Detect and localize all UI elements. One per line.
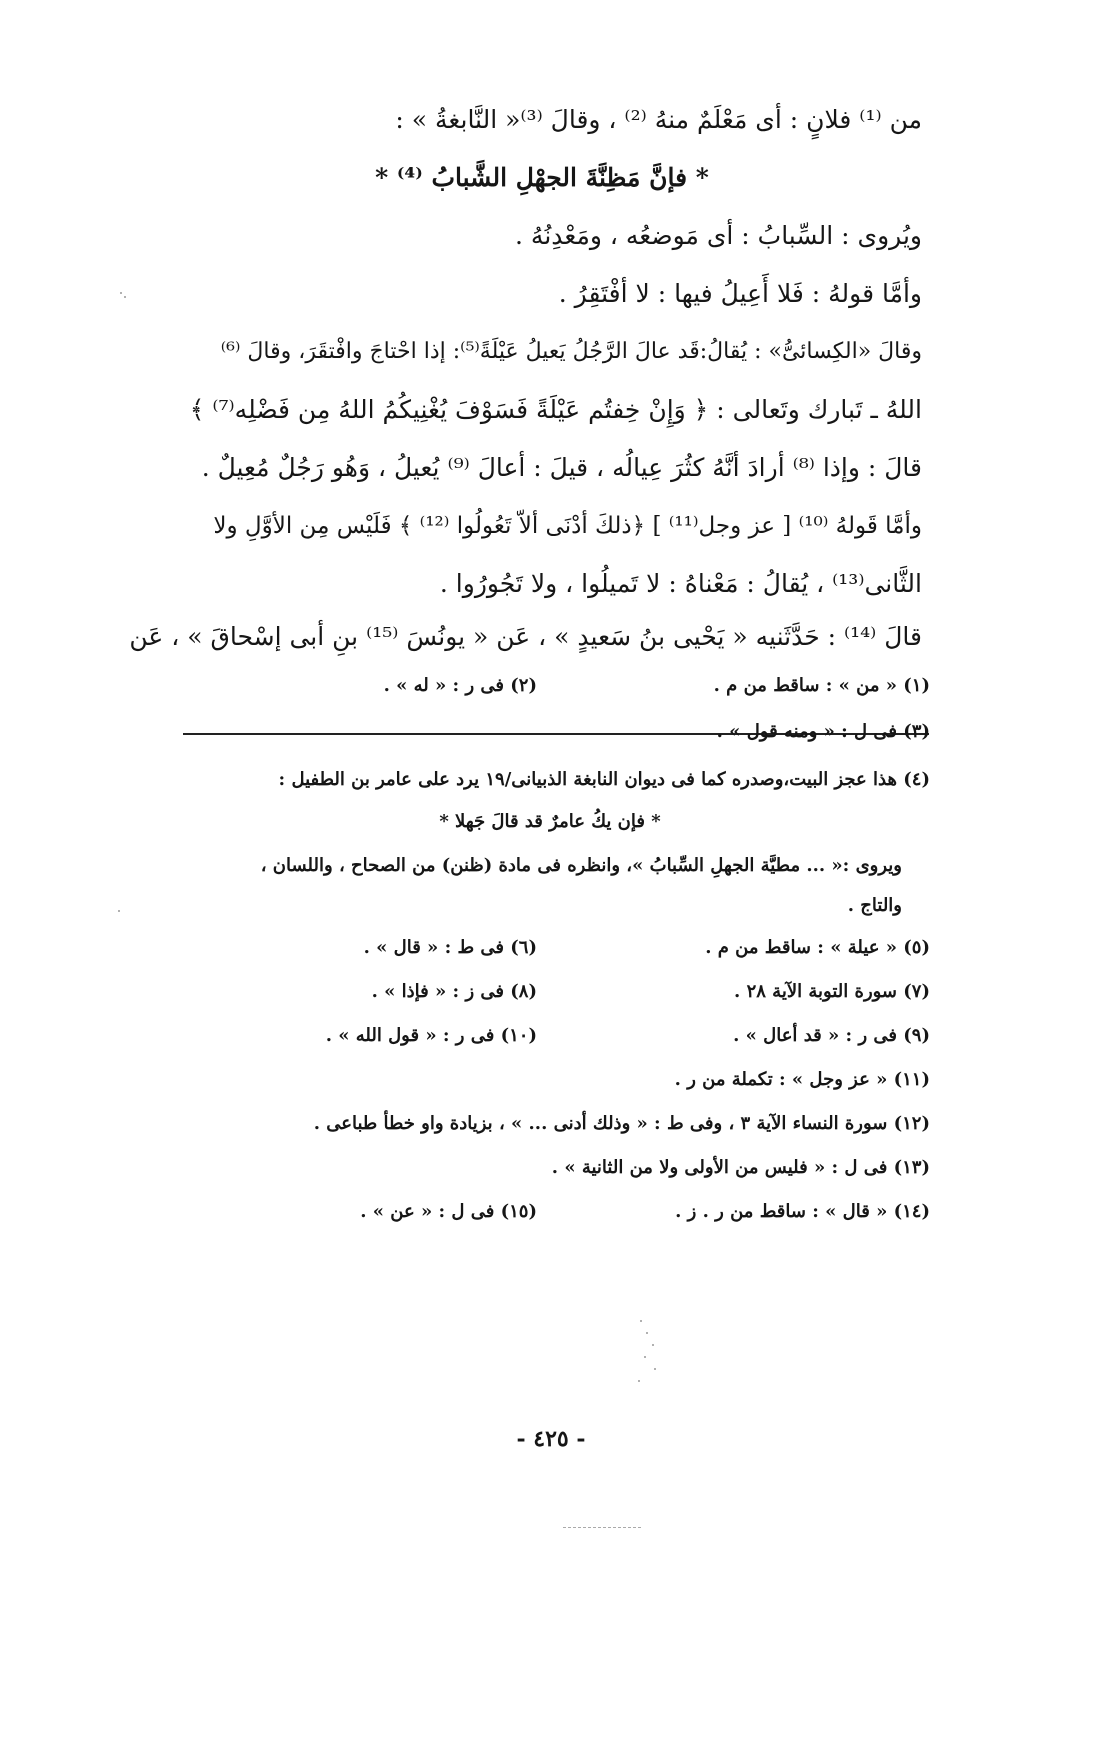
footnote-6: (٦) فى ط : « قال » .: [363, 937, 537, 958]
scan-speck: [124, 296, 126, 298]
footnote-4-continued: ويروى :« ... مطيَّة الجهلِ السِّبابُ »، وانظره فى مادة (ظنن) من الصحاح ، واللسان ،: [260, 855, 902, 876]
footnote-12: (١٢) سورة النساء الآية ٣ ، وفى ط : « وذلك أدنى ... » ، بزيادة واو خطأ طباعى .: [313, 1113, 930, 1134]
main-text-line-4: وأمَّا قولهُ : فَلا أَعِيلُ فيها : لا أفْتَقِرُ .: [558, 279, 922, 308]
main-text-line-5: وقالَ «الكِسائىُّ» : يُقالُ:قَد عالَ الرَّجُلُ يَعيلُ عَيْلَةً⁽⁵⁾: إذا احْتاجَ وافْتقَرَ، وقالَ ⁽⁶⁾: [220, 339, 922, 364]
main-text-line-6: اللهُ ـ تَبارك وتَعالى : ﴿ وَإِنْ خِفتُم عَيْلَةً فَسَوْفَ يُغْنِيكُمُ اللهُ مِن فَضْلِه⁽⁷⁾ ﴾: [189, 395, 922, 424]
main-text-line-1: من ⁽¹⁾ فلانٍ : أى مَعْلَمٌ منهُ ⁽²⁾ ، وقالَ ⁽³⁾« النَّابغةُ » :: [395, 105, 922, 134]
footnote-11: (١١) « عز وجل » : تكملة من ر .: [674, 1069, 930, 1090]
footnote-7: (٧) سورة التوبة الآية ٢٨ .: [734, 981, 930, 1002]
main-text-line-7: قالَ : وإذا ⁽⁸⁾ أرادَ أنَّهُ كثُرَ عِيالُه ، قيلَ : أعالَ ⁽⁹⁾ يُعيلُ ، وَهُو رَجُلٌ مُعِيلٌ .: [201, 453, 922, 482]
footnote-14: (١٤) « قال » : ساقط من ر . ز .: [675, 1201, 930, 1222]
footnote-13: (١٣) فى ل : « فليس من الأولى ولا من الثانية » .: [551, 1157, 930, 1178]
main-text-line-3: ويُروى : السِّبابُ : أى مَوضعُه ، ومَعْدِنُهُ .: [515, 221, 922, 250]
footnote-10: (١٠) فى ر : « قول الله » .: [325, 1025, 537, 1046]
scan-speck: [118, 910, 120, 912]
scan-speck: [652, 1344, 654, 1346]
scan-speck: [654, 1368, 656, 1370]
scan-speck: [638, 1380, 640, 1382]
scan-artifact-line: [563, 1527, 641, 1528]
footnote-4: (٤) هذا عجز البيت،وصدره كما فى ديوان النابغة الذبيانى/١٩ يرد على عامر بن الطفيل :: [278, 769, 930, 790]
footnote-5: (٥) « عيلة » : ساقط من م .: [705, 937, 930, 958]
scan-speck: [120, 292, 122, 294]
main-text-line-10: قالَ ⁽¹⁴⁾ : حَدَّثَنيه « يَحْيى بنُ سَعيدٍ » ، عَن « يونُسَ ⁽¹⁵⁾ بنِ أبى إسْحاقَ » ، عَن: [129, 622, 922, 651]
footnote-1: (١) « من » : ساقط من م .: [713, 675, 930, 696]
scan-speck: [640, 1320, 642, 1322]
footnote-2: (٢) فى ر : « له » .: [383, 675, 537, 696]
footnote-3: (٣) فى ل : « ومنه قول » .: [716, 721, 930, 742]
scan-speck: [646, 1332, 648, 1334]
footnote-15: (١٥) فى ل : « عن » .: [360, 1201, 537, 1222]
verse-line: * فإنَّ مَظِنَّةَ الجهْلِ الشَّبابُ ⁽⁴⁾ *: [375, 163, 709, 192]
footnote-4-end: والتاج .: [847, 895, 902, 916]
main-text-line-9: الثَّانى⁽¹³⁾ ، يُقالُ : مَعْناهُ : لا تَميلُوا ، ولا تَجُورُوا .: [439, 569, 922, 598]
footnote-8: (٨) فى ز : « فإذا » .: [371, 981, 537, 1002]
main-text-line-8: وأمَّا قَولهُ ⁽¹⁰⁾ [ عز وجل⁽¹¹⁾ ] ﴿ذلكَ أدْنَى ألاّ تَعُولُوا ⁽¹²⁾ ﴾ فَلَيْس مِن الأوَّلِ ولا: [213, 513, 922, 539]
scan-speck: [644, 1356, 646, 1358]
footnote-9: (٩) فى ر : « قد أعال » .: [733, 1025, 930, 1046]
footnote-4-verse: * فإن يكُ عامرٌ قد قالَ جَهلا *: [439, 811, 661, 832]
page-number: - ٤٢٥ -: [516, 1426, 586, 1452]
